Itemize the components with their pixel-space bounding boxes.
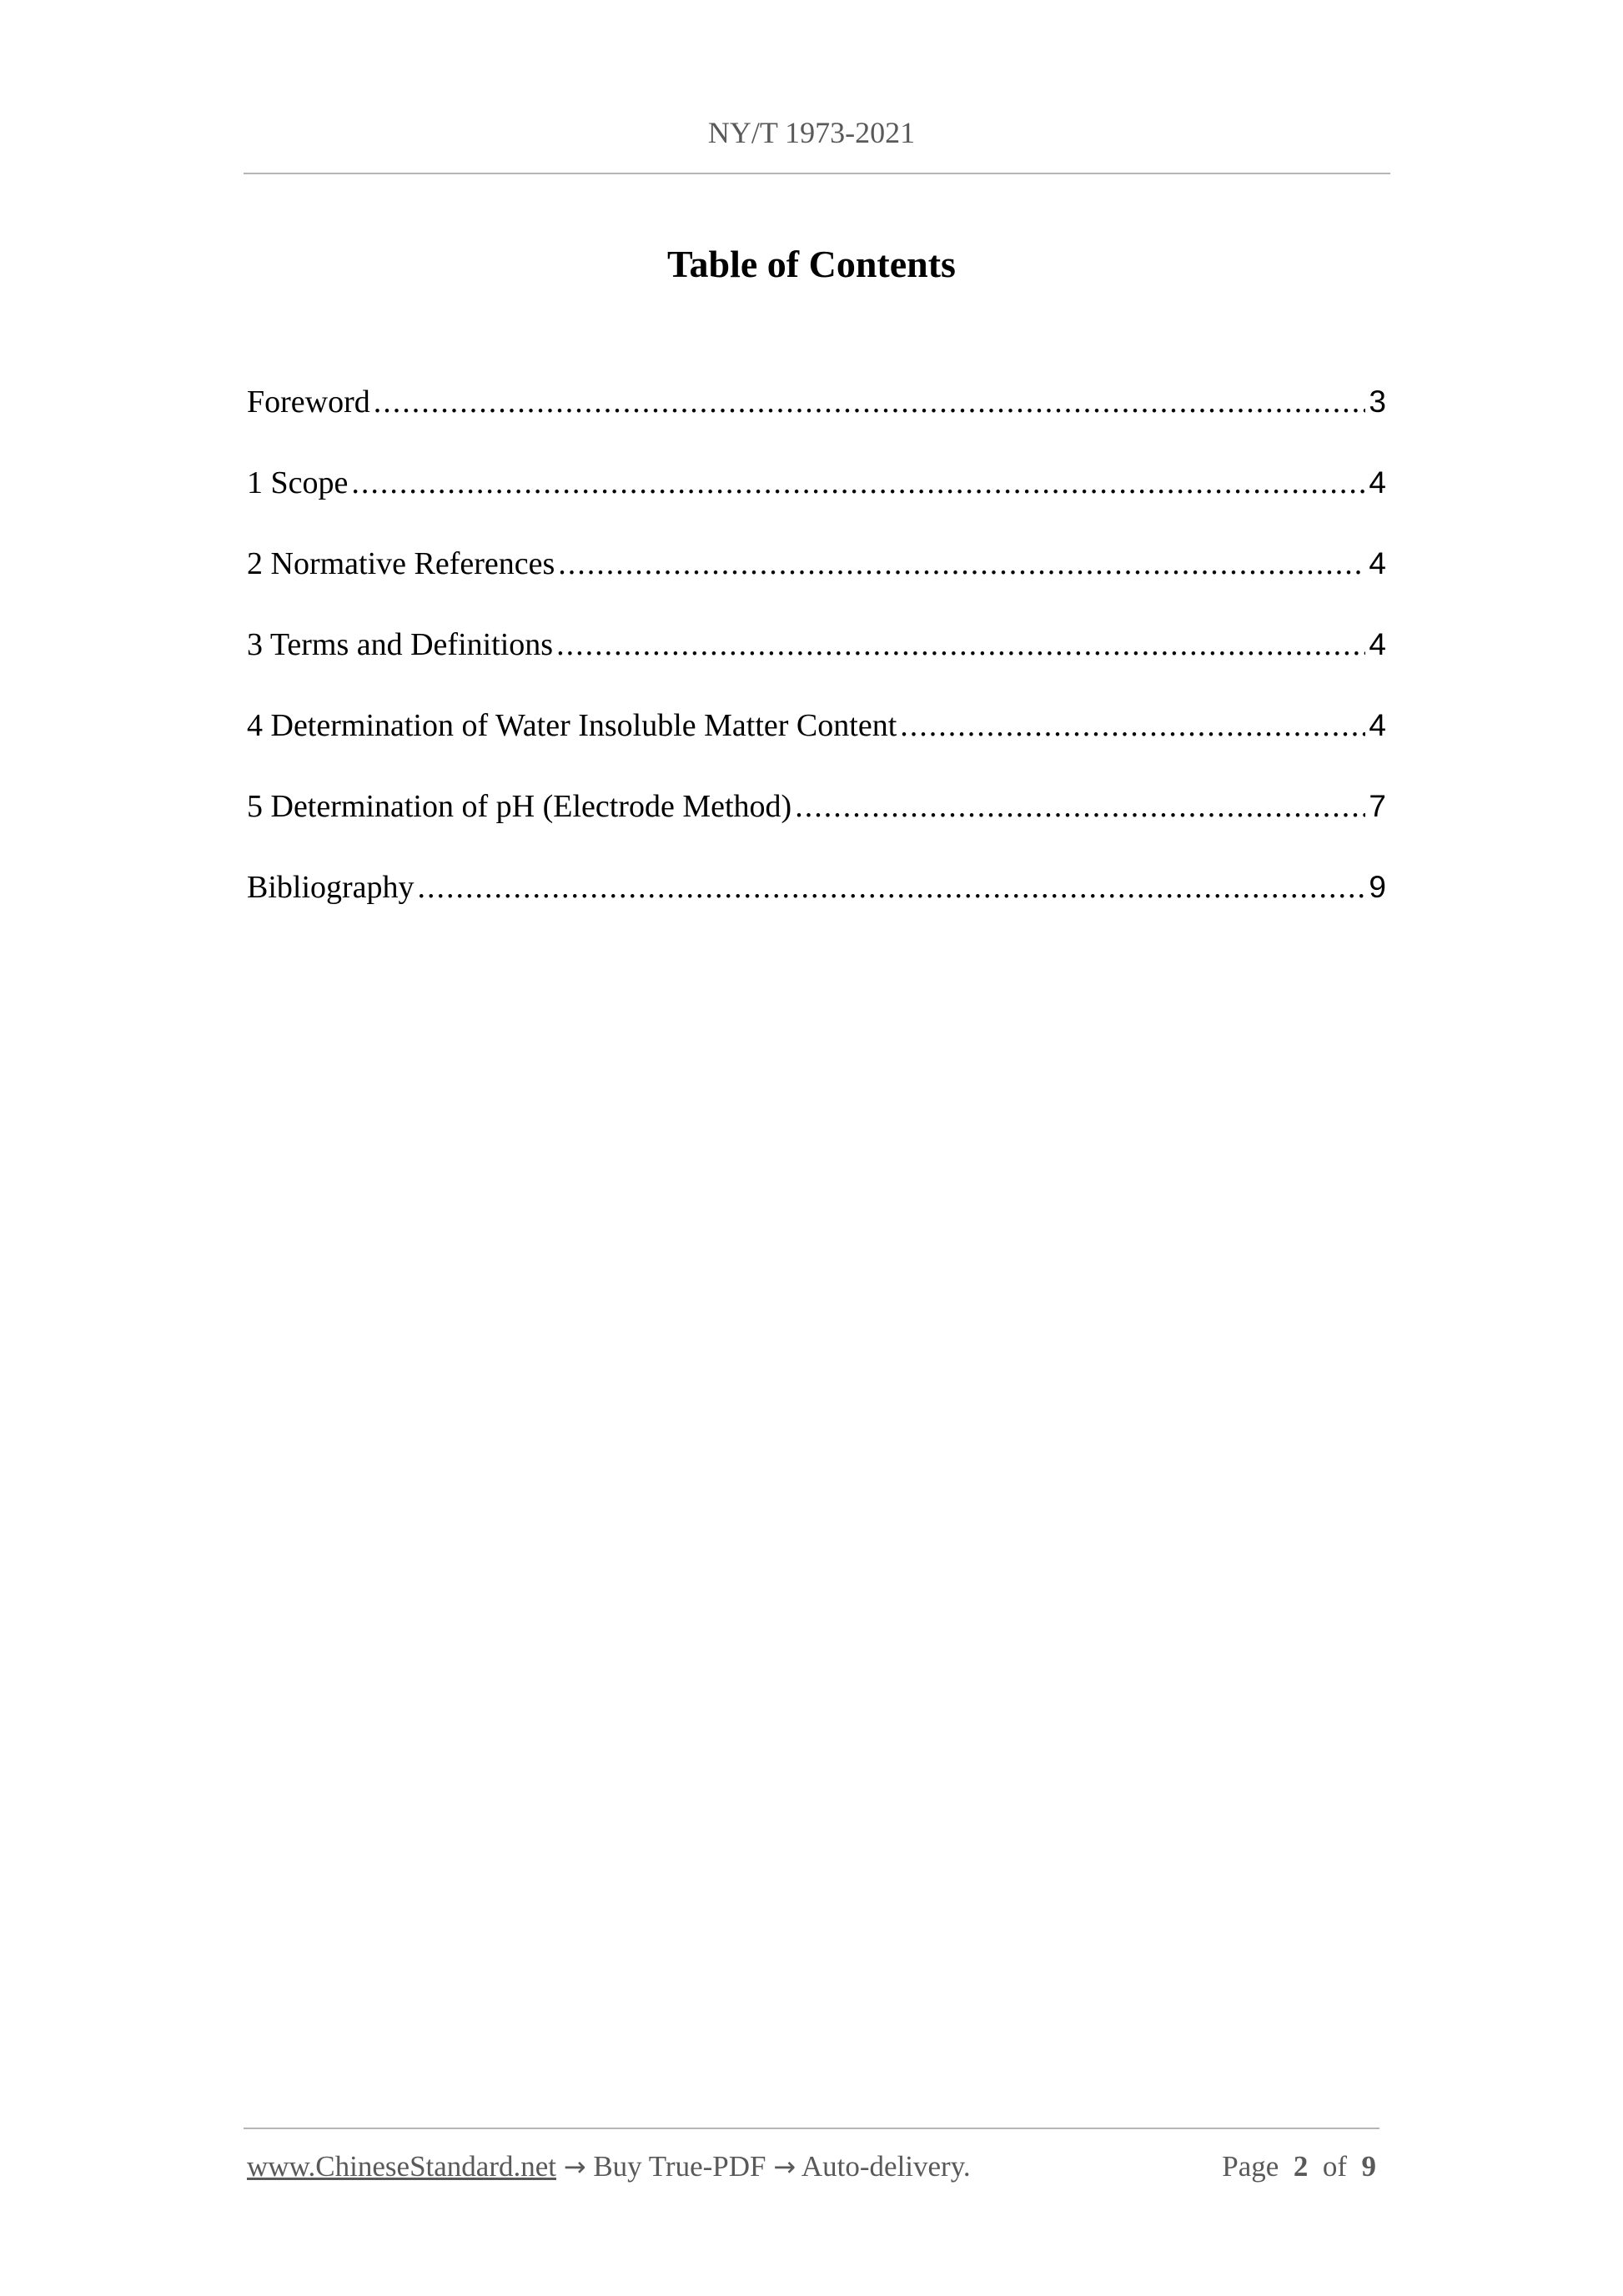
toc-entry-terms-and-definitions[interactable] (247, 620, 1386, 701)
of-word: of (1322, 2150, 1347, 2183)
toc-dot-leader (900, 701, 1365, 751)
toc-entry-label: Bibliography (247, 870, 415, 905)
website-link[interactable]: www.ChineseStandard.net (247, 2150, 556, 2183)
toc-entry-label: 5 Determination of pH (Electrode Method) (247, 789, 792, 824)
toc-entry-page: 4 (1369, 465, 1386, 500)
footer-step-buy: Buy True-PDF (593, 2150, 766, 2183)
toc-dot-leader (351, 458, 1365, 508)
toc-dot-leader (556, 620, 1365, 670)
footer-divider (244, 2128, 1379, 2129)
toc-dot-leader (795, 781, 1365, 831)
page-number (1222, 2150, 1376, 2183)
toc-entry-page: 3 (1369, 384, 1386, 419)
toc-entry-ph-determination[interactable] (247, 781, 1386, 862)
toc-entry-water-insoluble-matter[interactable] (247, 701, 1386, 781)
footer-promo (247, 2150, 971, 2183)
toc-entry-label: 2 Normative References (247, 546, 555, 581)
current-page-number: 2 (1293, 2150, 1309, 2183)
arrow-right-icon: → (773, 2151, 796, 2183)
toc-entry-page: 4 (1369, 627, 1386, 661)
toc-dot-leader (374, 377, 1366, 427)
toc-entry-page: 9 (1369, 870, 1386, 904)
toc-entry-label: 1 Scope (247, 465, 349, 500)
toc-entry-scope[interactable] (247, 458, 1386, 539)
footer-step-delivery: Auto-delivery. (801, 2150, 971, 2183)
toc-entry-normative-references[interactable] (247, 539, 1386, 620)
toc-entry-bibliography[interactable] (247, 862, 1386, 943)
toc-title: Table of Contents (667, 243, 956, 285)
toc-entry-page: 4 (1369, 546, 1386, 580)
toc-entry-label: 4 Determination of Water Insoluble Matter Content (247, 708, 897, 743)
toc-entry-label: 3 Terms and Definitions (247, 627, 554, 662)
toc-dot-leader (558, 539, 1365, 589)
toc-entry-page: 4 (1369, 708, 1386, 742)
toc-entry-foreword[interactable] (247, 377, 1386, 458)
toc-entry-page: 7 (1369, 789, 1386, 823)
arrow-right-icon: → (563, 2151, 586, 2183)
page-word: Page (1222, 2150, 1279, 2183)
header-divider (244, 173, 1390, 174)
running-header: NY/T 1973-2021 (707, 116, 916, 149)
toc-list (247, 377, 1386, 943)
total-pages-number: 9 (1361, 2150, 1376, 2183)
toc-entry-label: Foreword (247, 384, 370, 420)
toc-dot-leader (418, 862, 1366, 912)
